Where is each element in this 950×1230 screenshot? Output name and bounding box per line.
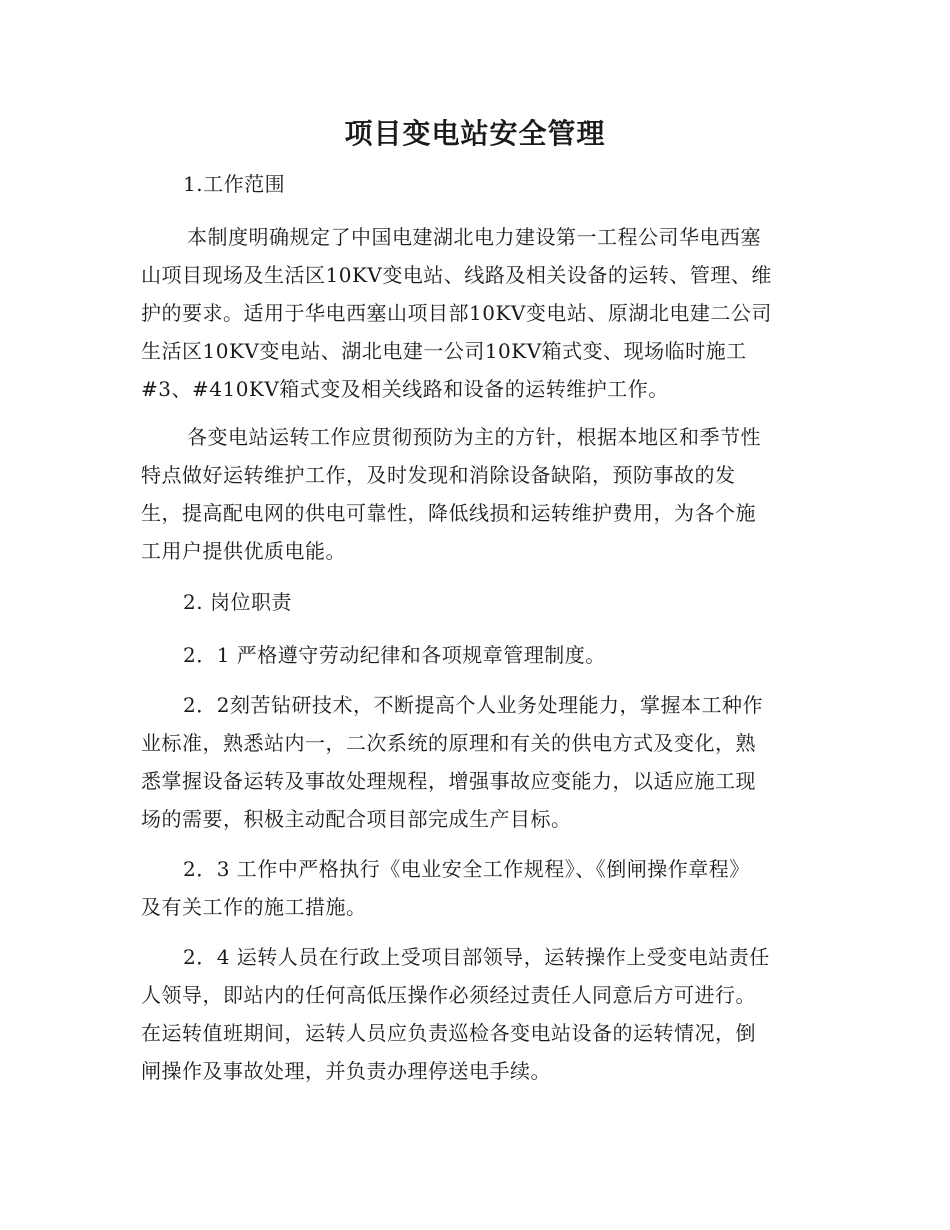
paragraph-line: 各变电站运转工作应贯彻预防为主的方针，根据本地区和季节性 — [187, 425, 761, 449]
paragraph-line: 生活区10KV变电站、湖北电建一公司10KV箱式变、现场临时施工 — [141, 339, 747, 363]
paragraph-line: 及有关工作的施工措施。 — [141, 895, 367, 919]
paragraph-line: 闸操作及事故处理，并负责办理停送电手续。 — [141, 1059, 551, 1083]
paragraph-line: 悉掌握设备运转及事故处理规程，增强事故应变能力，以适应施工现 — [141, 769, 756, 793]
paragraph-line: 生，提高配电网的供电可靠性，降低线损和运转维护费用，为各个施 — [141, 501, 756, 525]
paragraph-line: 2．2刻苦钻研技术，不断提高个人业务处理能力，掌握本工种作 — [183, 693, 763, 717]
paragraph-line: 本制度明确规定了中国电建湖北电力建设第一工程公司华电西塞 — [187, 225, 761, 249]
paragraph-line: 在运转值班期间，运转人员应负责巡检各变电站设备的运转情况，倒 — [141, 1021, 756, 1045]
item-2-1: 2．1 严格遵守劳动纪律和各项规章管理制度。 — [183, 643, 606, 667]
paragraph-line: 山项目现场及生活区10KV变电站、线路及相关设备的运转、管理、维 — [141, 263, 772, 287]
paragraph-line: 业标准，熟悉站内一，二次系统的原理和有关的供电方式及变化，熟 — [141, 731, 756, 755]
paragraph-line: 特点做好运转维护工作，及时发现和消除设备缺陷，预防事故的发 — [141, 463, 736, 487]
document-title: 项目变电站安全管理 — [344, 117, 606, 150]
paragraph-line: #3、#410KV箱式变及相关线路和设备的运转维护工作。 — [141, 377, 669, 401]
paragraph-line: 工用户提供优质电能。 — [141, 539, 346, 563]
section-heading-scope: 1.工作范围 — [183, 172, 286, 196]
paragraph-line: 人领导，即站内的任何高低压操作必须经过责任人同意后方可进行。 — [141, 983, 756, 1007]
paragraph-line: 场的需要，积极主动配合项目部完成生产目标。 — [141, 807, 572, 831]
paragraph-line: 护的要求。适用于华电西塞山项目部10KV变电站、原湖北电建二公司 — [141, 301, 772, 325]
paragraph-line: 2．4 运转人员在行政上受项目部领导，运转操作上受变电站责任 — [183, 945, 770, 969]
section-heading-duties: 2. 岗位职责 — [183, 590, 292, 614]
paragraph-line: 2．3 工作中严格执行《电业安全工作规程》、《倒闸操作章程》 — [183, 857, 750, 881]
